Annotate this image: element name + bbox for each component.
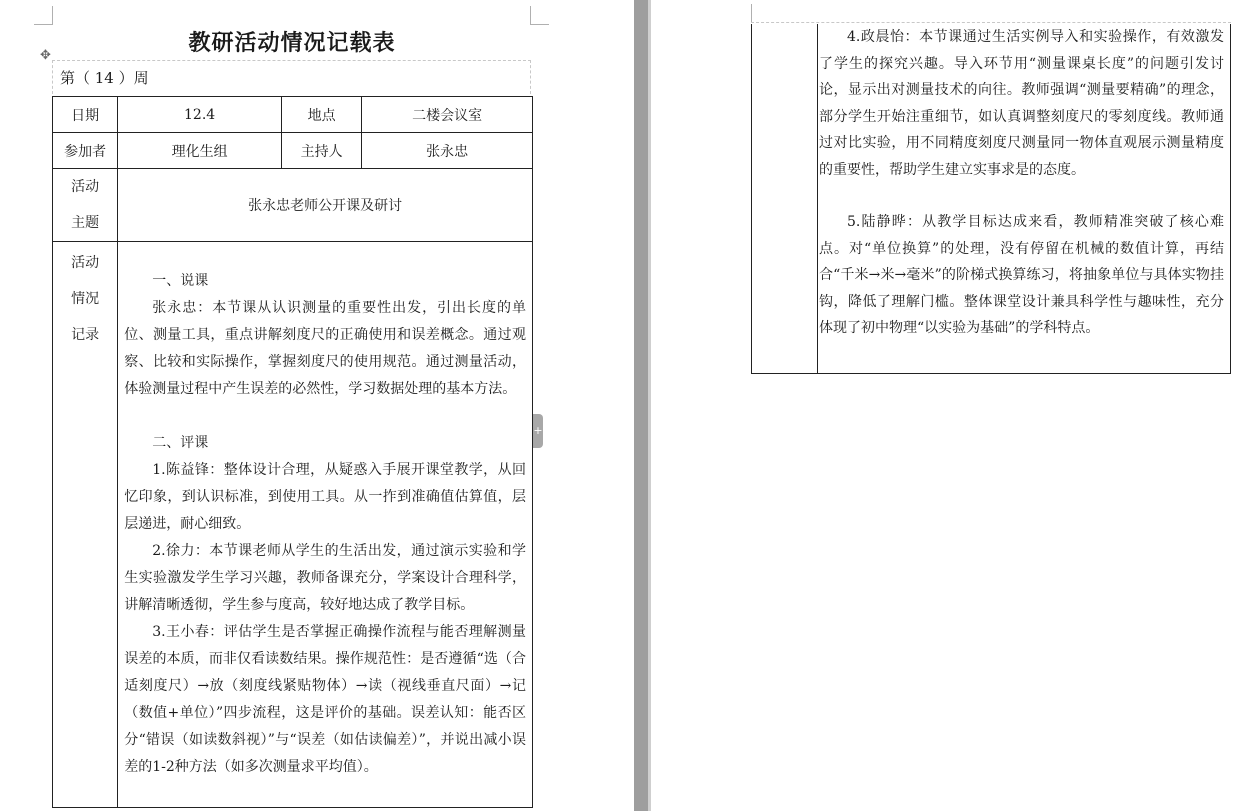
- record-table: [52, 96, 533, 808]
- page-gutter-edge: [648, 0, 651, 811]
- page-corner-mark: [34, 6, 53, 25]
- record-content-continued: [819, 24, 1224, 342]
- record-label-line: 情况: [71, 291, 100, 307]
- section-heading: 二、评课: [152, 435, 209, 451]
- topic-label-line: 活动: [71, 179, 100, 195]
- column-divider: [817, 24, 818, 373]
- comment-paragraph: 2.徐力：本节课老师从学生的生活出发，通过演示实验和学生实验激发学生学习兴趣，教师备课充分，学案设计合理科学，讲解清晰透彻，学生参与度高，较好地达成了教学目标。: [124, 543, 526, 613]
- comment-paragraph: 5.陆静晔：从教学目标达成来看，教师精准突破了核心难点。对“单位换算”的处理，没有停留在机械的数值计算，再结合“千米→米→毫米”的阶梯式换算练习，将抽象单位与具体实物挂钩，降低了理解门槛。整体课堂设计兼具科学性与趣味性，充分体现了初中物理“以实验为基础”的学科特点。: [819, 214, 1224, 336]
- record-table-continued[interactable]: [751, 24, 1231, 374]
- section-heading: 一、说课: [152, 273, 209, 289]
- record-label: [53, 242, 118, 808]
- page-corner-mark: [530, 6, 549, 25]
- table-top-boundary: [751, 22, 1231, 23]
- host-label: 主持人: [281, 133, 361, 169]
- week-label: 第（ 14 ）周: [52, 60, 531, 94]
- comment-paragraph: 3.王小春：评估学生是否掌握正确操作流程与能否理解测量误差的本质，而非仅看读数结果。操作规范性：是否遵循“选（合适刻度尺）→放（刻度线紧贴物体）→读（视线垂直尺面）→记（数值+单位）”四步流程，这是评价的基础。误差认知：能否区分“错误（如读数斜视）”与“误差（如估读偏差）”，并说出减小误差的1-2种方法（如多次测量求平均值）。: [124, 624, 526, 775]
- participants-label: 参加者: [53, 133, 118, 169]
- record-label-line: 活动: [71, 255, 100, 271]
- record-content-cell[interactable]: [118, 242, 533, 808]
- move-cross-icon[interactable]: ✥: [40, 48, 51, 63]
- lesson-presentation-text: 张永忠：本节课从认识测量的重要性出发，引出长度的单位、测量工具，重点讲解刻度尺的正确使用和误差概念。通过观察、比较和实际操作，掌握刻度尺的使用规范。通过测量活动，体验测量过程中产生误差的必然性，学习数据处理的基本方法。: [124, 300, 526, 397]
- record-label-line: 记录: [71, 327, 100, 343]
- topic-label: [53, 169, 118, 242]
- location-value: 二楼会议室: [362, 97, 533, 133]
- date-label: 日期: [53, 97, 118, 133]
- page-gutter: [634, 0, 648, 811]
- location-label: 地点: [281, 97, 361, 133]
- date-value: 12.4: [118, 97, 282, 133]
- document-title: 教研活动情况记载表: [188, 30, 396, 56]
- topic-label-line: 主题: [71, 215, 100, 231]
- comment-paragraph: 1.陈益锋：整体设计合理，从疑惑入手展开课堂教学，从回忆印象，到认识标准，到使用工具。从一拃到准确值估算值，层层递进，耐心细致。: [124, 462, 526, 532]
- comment-paragraph: 4.政晨怡：本节课通过生活实例导入和实验操作，有效激发了学生的探究兴趣。导入环节用“测量课桌长度”的问题引发讨论，显示出对测量技术的向往。教师强调“测量要精确”的理念，部分学生开始注重细节，如认真调整刻度尺的零刻度线。教师通过对比实验，用不同精度刻度尺测量同一物体直观展示测量精度的重要性，帮助学生建立实事求是的态度。: [819, 29, 1224, 178]
- topic-value: 张永忠老师公开课及研讨: [118, 169, 533, 242]
- participants-value: 理化生组: [118, 133, 282, 169]
- record-content: [118, 242, 532, 781]
- plus-icon[interactable]: +: [533, 414, 543, 448]
- page-corner-mark: [733, 4, 752, 22]
- host-value: 张永忠: [362, 133, 533, 169]
